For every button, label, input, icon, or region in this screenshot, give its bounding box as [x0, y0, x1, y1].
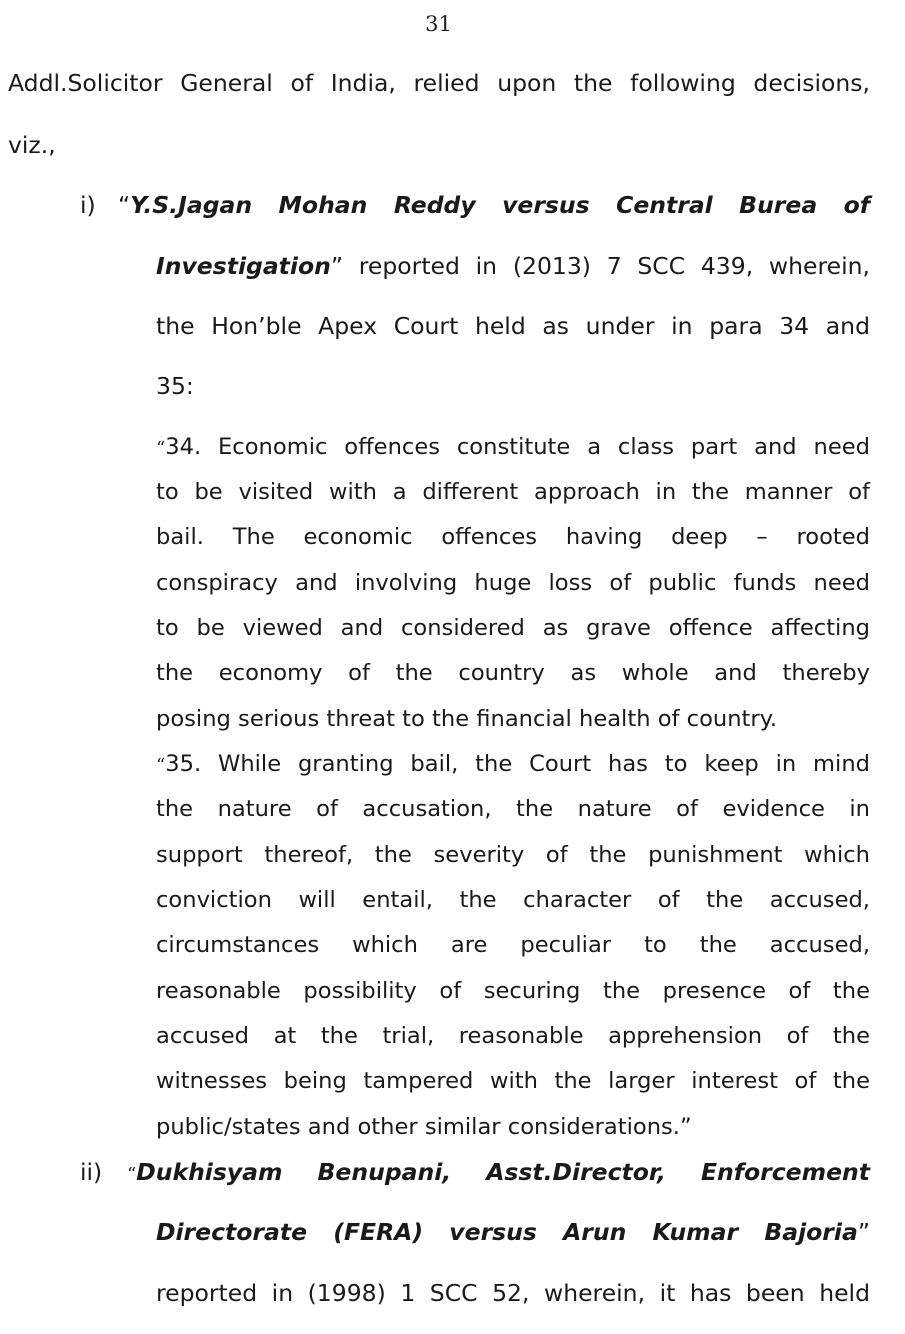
case1-line2-rest: ” reported in (2013) 7 SCC 439, wherein, — [330, 252, 870, 280]
page-number: 31 — [425, 12, 452, 36]
quote35-line-4: conviction will entail, the character of the accused, — [156, 887, 870, 913]
quote35-line-5: circumstances which are peculiar to the accused, — [156, 932, 870, 958]
case1-marker: i) — [80, 191, 96, 219]
case1-line-3: the Hon’ble Apex Court held as under in para 34 and — [156, 312, 870, 340]
case2-title-part2: Directorate (FERA) versus Arun Kumar Bajoria — [156, 1218, 858, 1246]
quote34-line-4: conspiracy and involving huge loss of public funds need — [156, 570, 870, 596]
case1-title-line — [118, 190, 870, 220]
case2-line-3: reported in (1998) 1 SCC 52, wherein, it has been held — [156, 1279, 870, 1307]
intro-line-1: Addl.Solicitor General of India, relied upon the following decisions, — [8, 69, 870, 97]
quote34-line-6: the economy of the country as whole and thereby — [156, 660, 870, 686]
quote34-line-1-text: 34. Economic offences constitute a class part and need — [165, 434, 870, 460]
quote34-line-1 — [156, 432, 870, 464]
quote34-line-3: bail. The economic offences having deep – rooted — [156, 524, 870, 550]
quote35-line-1 — [156, 749, 870, 781]
case2-open-quote: “ — [127, 1164, 137, 1185]
case1-open-quote: “ — [118, 191, 131, 219]
intro-line-2: viz., — [8, 131, 56, 159]
case2-close-quote: ” — [857, 1218, 870, 1246]
quote35-line-3: support thereof, the severity of the punishment which — [156, 842, 870, 868]
quote34-line-2: to be visited with a different approach in the manner of — [156, 479, 870, 505]
quote35-line-1-text: 35. While granting bail, the Court has to keep in mind — [165, 751, 870, 777]
case2-line-2 — [156, 1217, 870, 1247]
quote34-open-quote: “ — [156, 438, 166, 459]
case2-title-part1: Dukhisyam Benupani, Asst.Director, Enforcement — [136, 1158, 870, 1186]
quote34-line-5: to be viewed and considered as grave offence affecting — [156, 615, 870, 641]
quote35-line-6: reasonable possibility of securing the presence of the — [156, 978, 870, 1004]
case1-title-part2: Investigation — [156, 252, 331, 280]
case1-title-part1: Y.S.Jagan Mohan Reddy versus Central Burea of — [130, 191, 870, 219]
case2-marker: ii) — [80, 1158, 103, 1186]
quote35-line-8: witnesses being tampered with the larger interest of the — [156, 1068, 870, 1094]
case1-line-4: 35: — [156, 372, 194, 400]
quote35-line-9: public/states and other similar considerations.” — [156, 1114, 692, 1140]
quote35-open-quote: “ — [156, 755, 166, 776]
quote35-line-2: the nature of accusation, the nature of evidence in — [156, 796, 870, 822]
case2-title-line — [127, 1157, 870, 1190]
quote35-line-7: accused at the trial, reasonable apprehension of the — [156, 1023, 870, 1049]
quote34-line-7: posing serious threat to the financial health of country. — [156, 706, 778, 732]
case1-line-2 — [156, 251, 870, 281]
